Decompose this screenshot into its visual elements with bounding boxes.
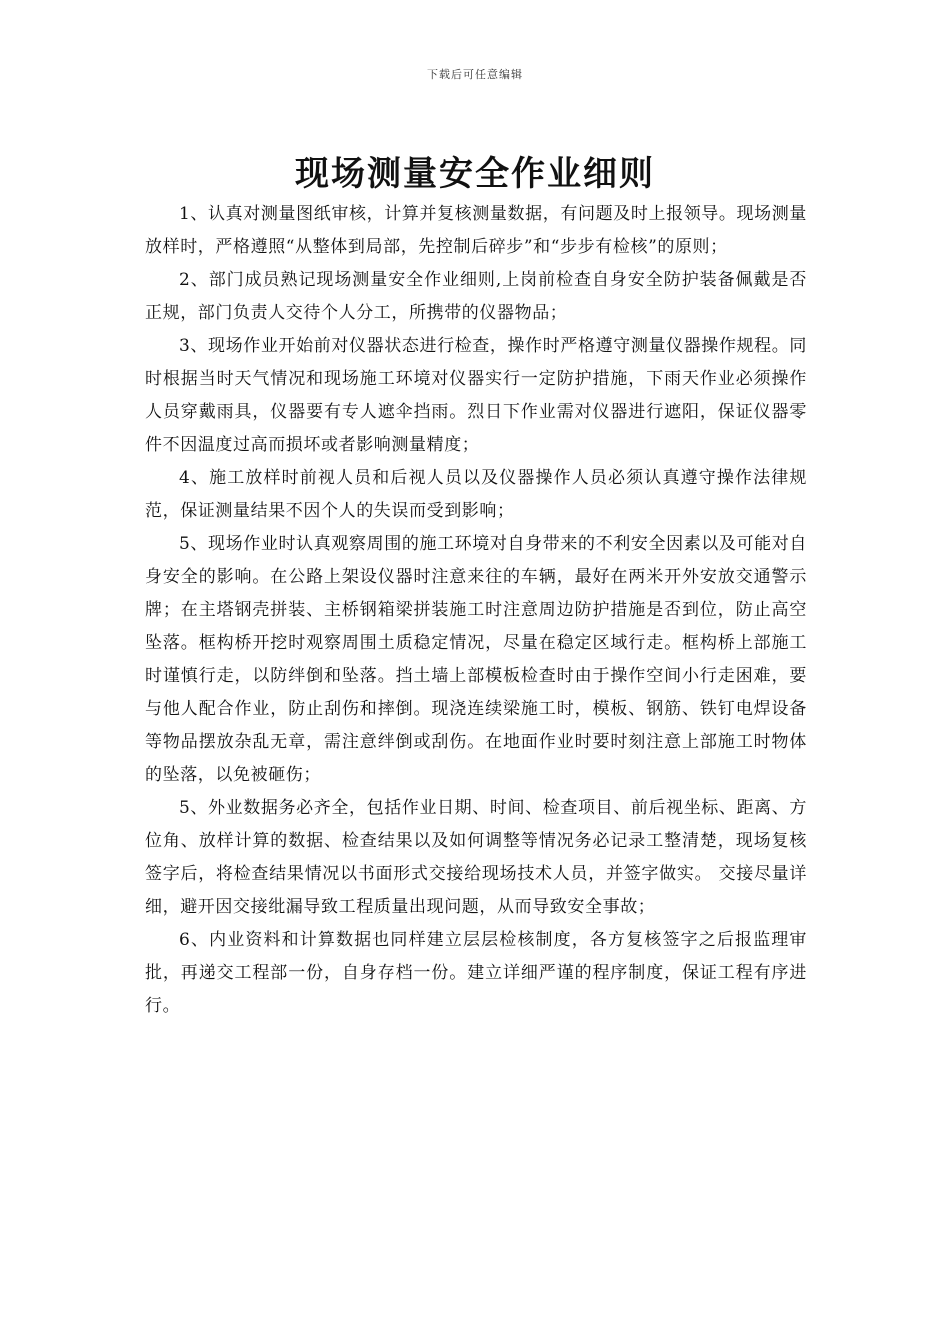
paragraph-5: 5、现场作业时认真观察周围的施工环境对自身带来的不利安全因素以及可能对自身安全的影响。在公路上架设仪器时注意来往的车辆，最好在两米开外安放交通警示牌；在主塔钢壳拼装、主桥钢箱梁拼装施工时注意周边防护措施是否到位，防止高空坠落。框构桥开挖时观察周围土质稳定情况，尽量在稳定区域行走。框构桥上部施工时谨慎行走，以防绊倒和坠落。挡土墙上部模板检查时由于操作空间小行走困难，要与他人配合作业，防止刮伤和摔倒。现浇连续梁施工时，模板、钢筋、铁钉电焊设备等物品摆放杂乱无章，需注意绊倒或刮伤。在地面作业时要时刻注意上部施工时物体的坠落，以免被砸伤； [145, 534, 807, 785]
paragraph-6: 5、外业数据务必齐全，包括作业日期、时间、检查项目、前后视坐标、距离、方位角、放样计算的数据、检查结果以及如何调整等情况务必记录工整清楚，现场复核签字后，将检查结果情况以书面形式交接给现场技术人员，并签字做实。 交接尽量详细，避开因交接纰漏导致工程质量出现问题，从而导致安全事故； [145, 798, 807, 917]
document-title: 现场测量安全作业细则 [295, 154, 655, 194]
paragraph-2: 2、部门成员熟记现场测量安全作业细则,上岗前检查自身安全防护装备佩戴是否正规，部门负责人交待个人分工，所携带的仪器物品； [145, 270, 807, 323]
paragraph-3: 3、现场作业开始前对仪器状态进行检查，操作时严格遵守测量仪器操作规程。同时根据当时天气情况和现场施工环境对仪器实行一定防护措施，下雨天作业必须操作人员穿戴雨具，仪器要有专人遮伞挡雨。烈日下作业需对仪器进行遮阳，保证仪器零件不因温度过高而损坏或者影响测量精度； [145, 336, 807, 455]
document-body [145, 198, 807, 1023]
paragraph-7: 6、内业资料和计算数据也同样建立层层检核制度，各方复核签字之后报监理审批，再递交工程部一份，自身存档一份。建立详细严谨的程序制度，保证工程有序进行。 [145, 930, 807, 1016]
paragraph-4: 4、施工放样时前视人员和后视人员以及仪器操作人员必须认真遵守操作法律规范，保证测量结果不因个人的失误而受到影响； [145, 468, 807, 521]
paragraph-1: 1、认真对测量图纸审核，计算并复核测量数据，有问题及时上报领导。现场测量放样时，严格遵照“从整体到局部，先控制后碎步”和“步步有检核”的原则； [145, 204, 807, 257]
header-note: 下载后可任意编辑 [427, 68, 523, 81]
